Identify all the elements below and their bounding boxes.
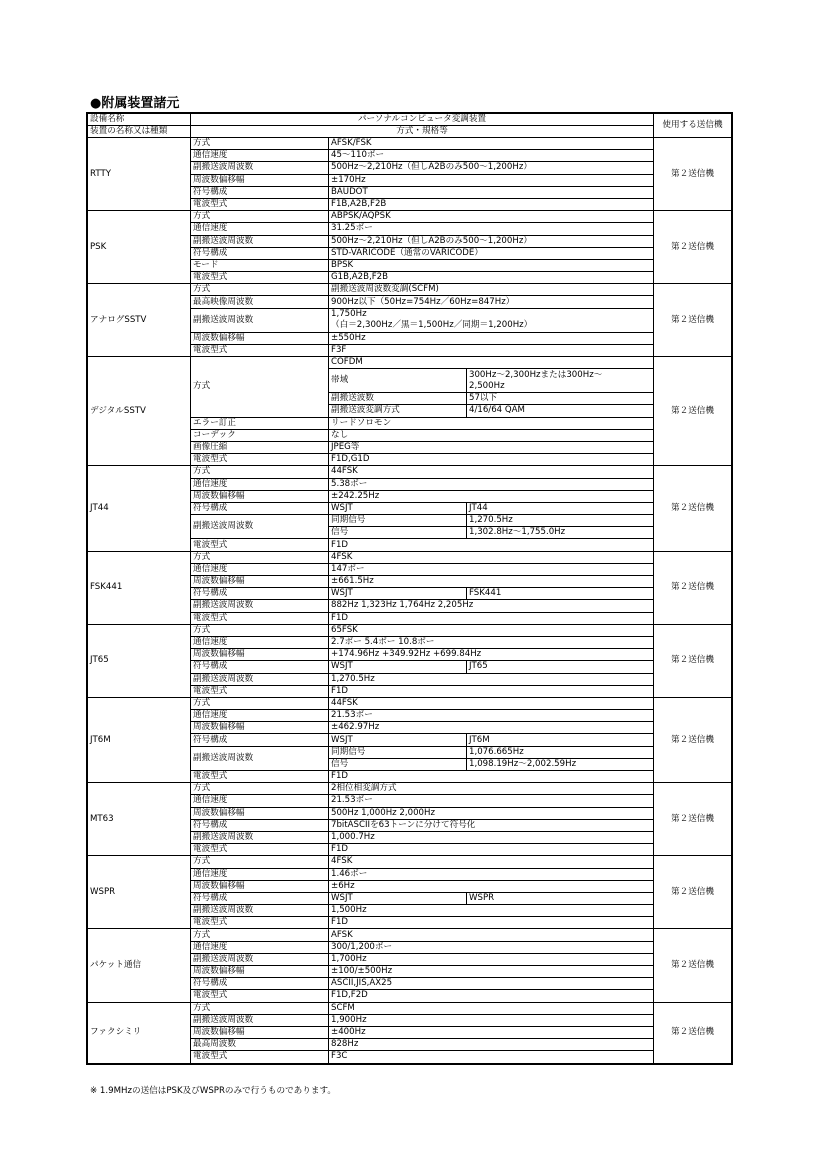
spec-item-label: 周波数偏移幅 bbox=[191, 880, 329, 892]
transmitter-value: 第２送信機 bbox=[654, 624, 732, 697]
spec-item-value: ABPSK/AQPSK bbox=[329, 211, 654, 223]
spec-item-label: 方式 bbox=[191, 551, 329, 563]
spec-item-label: 副搬送波周波数 bbox=[191, 308, 329, 332]
spec-item-value: F1B,A2B,F2B bbox=[329, 198, 654, 210]
spec-sub-value: 4/16/64 QAM bbox=[467, 405, 654, 417]
spec-item-value: ±242.25Hz bbox=[329, 490, 654, 502]
spec-item-value: F1D,G1D bbox=[329, 454, 654, 466]
spec-item-value: 44FSK bbox=[329, 697, 654, 709]
spec-item-value: 828Hz bbox=[329, 1039, 654, 1051]
spec-item-label: 副搬送波周波数 bbox=[191, 515, 329, 539]
spec-item-label: 通信速度 bbox=[191, 868, 329, 880]
spec-item-label: 通信速度 bbox=[191, 941, 329, 953]
spec-item-label: 方式 bbox=[191, 466, 329, 478]
spec-sub-value: 1,076.665Hz bbox=[467, 746, 654, 758]
spec-item-value: ±100/±500Hz bbox=[329, 966, 654, 978]
spec-item-label: 電波型式 bbox=[191, 844, 329, 856]
spec-sub-value: 1,302.8Hz～1,755.0Hz bbox=[467, 527, 654, 539]
spec-item-value: WSJT bbox=[329, 892, 467, 904]
spec-sub-label: 副搬送波数 bbox=[329, 393, 467, 405]
spec-item-label: 方式 bbox=[191, 138, 329, 150]
spec-item-label: 通信速度 bbox=[191, 563, 329, 575]
spec-item-label: 電波型式 bbox=[191, 454, 329, 466]
spec-item-value: JT6M bbox=[467, 734, 654, 746]
spec-item-label: 副搬送波周波数 bbox=[191, 746, 329, 770]
spec-item-label: 符号構成 bbox=[191, 247, 329, 259]
spec-item-value: BPSK bbox=[329, 259, 654, 271]
transmitter-value: 第２送信機 bbox=[654, 856, 732, 929]
spec-item-value: 900Hz以下（50Hz=754Hz／60Hz=847Hz） bbox=[329, 296, 654, 308]
spec-item-value: F1D bbox=[329, 844, 654, 856]
spec-item-value: 副搬送波周波数変調(SCFM) bbox=[329, 284, 654, 296]
spec-item-label: 符号構成 bbox=[191, 186, 329, 198]
spec-item-value: 65FSK bbox=[329, 624, 654, 636]
spec-sub-label: 副搬送波変調方式 bbox=[329, 405, 467, 417]
spec-item-value: ±6Hz bbox=[329, 880, 654, 892]
spec-item-value: 1,500Hz bbox=[329, 905, 654, 917]
spec-item-label: 周波数偏移幅 bbox=[191, 174, 329, 186]
spec-item-value: F1D,F2D bbox=[329, 990, 654, 1002]
spec-item-value: F3F bbox=[329, 344, 654, 356]
spec-item-value: AFSK/FSK bbox=[329, 138, 654, 150]
spec-item-label: 方式 bbox=[191, 211, 329, 223]
spec-sub-value: 1,270.5Hz bbox=[467, 515, 654, 527]
spec-item-value: ±462.97Hz bbox=[329, 722, 654, 734]
spec-item-label: 副搬送波周波数 bbox=[191, 831, 329, 843]
header-sochi-label: 装置の名称又は種類 bbox=[88, 126, 191, 138]
spec-sub-label: 同期信号 bbox=[329, 515, 467, 527]
spec-item-label: 電波型式 bbox=[191, 344, 329, 356]
group-name: JT6M bbox=[88, 697, 191, 782]
spec-item-value: F1D bbox=[329, 917, 654, 929]
group-name: パケット通信 bbox=[88, 929, 191, 1002]
transmitter-value: 第２送信機 bbox=[654, 783, 732, 856]
spec-item-label: 電波型式 bbox=[191, 990, 329, 1002]
spec-item-label: 方式 bbox=[191, 856, 329, 868]
spec-item-label: 副搬送波周波数 bbox=[191, 953, 329, 965]
spec-item-value: JT44 bbox=[467, 502, 654, 514]
spec-item-value: 1.46ボー bbox=[329, 868, 654, 880]
spec-item-label: 通信速度 bbox=[191, 150, 329, 162]
spec-item-label: 方式 bbox=[191, 697, 329, 709]
spec-item-label: 方式 bbox=[191, 284, 329, 296]
spec-item-value: WSPR bbox=[467, 892, 654, 904]
spec-item-value: リードソロモン bbox=[329, 417, 654, 429]
spec-item-label: 電波型式 bbox=[191, 539, 329, 551]
spec-item-value: BAUDOT bbox=[329, 186, 654, 198]
spec-item-label: 通信速度 bbox=[191, 223, 329, 235]
spec-item-value: 21.53ボー bbox=[329, 710, 654, 722]
spec-item-value: +174.96Hz +349.92Hz +699.84Hz bbox=[329, 649, 654, 661]
spec-item-value: ASCII,JIS,AX25 bbox=[329, 978, 654, 990]
transmitter-value: 第２送信機 bbox=[654, 466, 732, 551]
spec-sub-label: 信号 bbox=[329, 527, 467, 539]
spec-item-label: 電波型式 bbox=[191, 1051, 329, 1063]
spec-item-label: 符号構成 bbox=[191, 978, 329, 990]
spec-item-value: WSJT bbox=[329, 661, 467, 673]
spec-item-label: 最高周波数 bbox=[191, 1039, 329, 1051]
spec-item-value: 882Hz 1,323Hz 1,764Hz 2,205Hz bbox=[329, 600, 654, 612]
spec-item-value: F3C bbox=[329, 1051, 654, 1063]
spec-item-value: 500Hz～2,210Hz（但しA2Bのみ500～1,200Hz） bbox=[329, 162, 654, 174]
spec-item-value: なし bbox=[329, 429, 654, 441]
spec-item-label: 方式 bbox=[191, 783, 329, 795]
spec-item-label: モード bbox=[191, 259, 329, 271]
header-method-label: 方式・規格等 bbox=[191, 126, 654, 138]
spec-item-label: 通信速度 bbox=[191, 795, 329, 807]
header-setsubi-value: パーソナルコンピュータ変調装置 bbox=[191, 114, 654, 126]
spec-item-value: F1D bbox=[329, 612, 654, 624]
spec-item-value: ±661.5Hz bbox=[329, 576, 654, 588]
spec-item-label: 符号構成 bbox=[191, 588, 329, 600]
spec-sub-label: 信号 bbox=[329, 758, 467, 770]
spec-item-label: 副搬送波周波数 bbox=[191, 162, 329, 174]
spec-item-value: FSK441 bbox=[467, 588, 654, 600]
spec-item-label: 通信速度 bbox=[191, 636, 329, 648]
spec-item-label: 電波型式 bbox=[191, 612, 329, 624]
spec-item-label: 符号構成 bbox=[191, 502, 329, 514]
spec-item-value: JPEG等 bbox=[329, 441, 654, 453]
spec-item-label: 通信速度 bbox=[191, 478, 329, 490]
group-name: FSK441 bbox=[88, 551, 191, 624]
group-name: デジタルSSTV bbox=[88, 357, 191, 466]
spec-item-label: 電波型式 bbox=[191, 771, 329, 783]
group-name: WSPR bbox=[88, 856, 191, 929]
spec-item-value: 1,750Hz （白＝2,300Hz／黒＝1,500Hz／同期＝1,200Hz） bbox=[329, 308, 654, 332]
spec-item-label: 周波数偏移幅 bbox=[191, 576, 329, 588]
spec-item-value: 2.7ボー 5.4ボー 10.8ボー bbox=[329, 636, 654, 648]
spec-item-label: コーデック bbox=[191, 429, 329, 441]
spec-item-label: 符号構成 bbox=[191, 892, 329, 904]
header-setsubi-label: 設備名称 bbox=[88, 114, 191, 126]
spec-sub-value: 300Hz～2,300Hzまたは300Hz～ 2,500Hz bbox=[467, 369, 654, 393]
spec-item-label: 電波型式 bbox=[191, 917, 329, 929]
spec-item-value: G1B,A2B,F2B bbox=[329, 272, 654, 284]
spec-item-value: F1D bbox=[329, 685, 654, 697]
spec-item-value: 1,900Hz bbox=[329, 1014, 654, 1026]
spec-item-value: 500Hz 1,000Hz 2,000Hz bbox=[329, 807, 654, 819]
header-transmitter-label: 使用する送信機 bbox=[654, 114, 732, 138]
spec-item-value: WSJT bbox=[329, 502, 467, 514]
spec-item-value: 1,000.7Hz bbox=[329, 831, 654, 843]
spec-item-label: 最高映像周波数 bbox=[191, 296, 329, 308]
spec-item-label: 副搬送波周波数 bbox=[191, 673, 329, 685]
spec-item-label: 副搬送波周波数 bbox=[191, 235, 329, 247]
spec-item-value: ±170Hz bbox=[329, 174, 654, 186]
document-title: ●附属装置諸元 bbox=[90, 96, 180, 111]
equipment-spec-table bbox=[87, 113, 732, 1064]
spec-item-label: 周波数偏移幅 bbox=[191, 807, 329, 819]
spec-item-value: 21.53ボー bbox=[329, 795, 654, 807]
spec-item-value: 44FSK bbox=[329, 466, 654, 478]
spec-item-label: 副搬送波周波数 bbox=[191, 905, 329, 917]
spec-item-label: 符号構成 bbox=[191, 819, 329, 831]
group-name: ファクシミリ bbox=[88, 1002, 191, 1063]
spec-item-value: 31.25ボー bbox=[329, 223, 654, 235]
spec-item-label: 方式 bbox=[191, 357, 329, 418]
spec-item-value: 500Hz～2,210Hz（但しA2Bのみ500～1,200Hz） bbox=[329, 235, 654, 247]
spec-item-label: 通信速度 bbox=[191, 710, 329, 722]
group-name: JT65 bbox=[88, 624, 191, 697]
spec-item-label: 符号構成 bbox=[191, 661, 329, 673]
transmitter-value: 第２送信機 bbox=[654, 1002, 732, 1063]
spec-sub-label: 同期信号 bbox=[329, 746, 467, 758]
spec-item-label: 周波数偏移幅 bbox=[191, 1026, 329, 1038]
group-name: アナログSSTV bbox=[88, 284, 191, 357]
spec-item-label: 副搬送波周波数 bbox=[191, 600, 329, 612]
spec-item-value: ±400Hz bbox=[329, 1026, 654, 1038]
spec-item-value: 4FSK bbox=[329, 856, 654, 868]
spec-item-label: エラー訂正 bbox=[191, 417, 329, 429]
transmitter-value: 第２送信機 bbox=[654, 929, 732, 1002]
spec-item-label: 電波型式 bbox=[191, 198, 329, 210]
spec-item-label: 周波数偏移幅 bbox=[191, 722, 329, 734]
spec-item-label: 周波数偏移幅 bbox=[191, 332, 329, 344]
footnote: ※ 1.9MHzの送信はPSK及びWSPRのみで行うものであります。 bbox=[90, 1086, 336, 1096]
spec-item-label: 方式 bbox=[191, 624, 329, 636]
spec-sub-value: 57以下 bbox=[467, 393, 654, 405]
transmitter-value: 第２送信機 bbox=[654, 211, 732, 284]
spec-item-value: F1D bbox=[329, 539, 654, 551]
spec-item-label: 周波数偏移幅 bbox=[191, 490, 329, 502]
spec-item-value: 7bitASCIIを63トーンに分けて符号化 bbox=[329, 819, 654, 831]
spec-item-label: 電波型式 bbox=[191, 685, 329, 697]
spec-item-value: JT65 bbox=[467, 661, 654, 673]
spec-item-value: 4FSK bbox=[329, 551, 654, 563]
spec-item-value: WSJT bbox=[329, 734, 467, 746]
group-name: MT63 bbox=[88, 783, 191, 856]
spec-sub-label: 帯域 bbox=[329, 369, 467, 393]
group-name: PSK bbox=[88, 211, 191, 284]
spec-item-value: 300/1,200ボー bbox=[329, 941, 654, 953]
spec-item-value: COFDM bbox=[329, 357, 654, 369]
spec-item-value: AFSK bbox=[329, 929, 654, 941]
spec-item-value: ±550Hz bbox=[329, 332, 654, 344]
spec-item-value: 5.38ボー bbox=[329, 478, 654, 490]
transmitter-value: 第２送信機 bbox=[654, 357, 732, 466]
spec-item-label: 電波型式 bbox=[191, 272, 329, 284]
spec-item-value: F1D bbox=[329, 771, 654, 783]
spec-item-label: 方式 bbox=[191, 929, 329, 941]
group-name: RTTY bbox=[88, 138, 191, 211]
spec-item-label: 方式 bbox=[191, 1002, 329, 1014]
transmitter-value: 第２送信機 bbox=[654, 697, 732, 782]
spec-item-value: SCFM bbox=[329, 1002, 654, 1014]
spec-item-value: STD-VARICODE（通常のVARICODE） bbox=[329, 247, 654, 259]
spec-item-label: 周波数偏移幅 bbox=[191, 966, 329, 978]
spec-item-value: 2相位相変調方式 bbox=[329, 783, 654, 795]
spec-item-label: 符号構成 bbox=[191, 734, 329, 746]
spec-sub-value: 1,098.19Hz～2,002.59Hz bbox=[467, 758, 654, 770]
spec-item-value: 45～110ボー bbox=[329, 150, 654, 162]
transmitter-value: 第２送信機 bbox=[654, 138, 732, 211]
spec-item-label: 周波数偏移幅 bbox=[191, 649, 329, 661]
spec-item-value: 1,700Hz bbox=[329, 953, 654, 965]
spec-item-value: 1,270.5Hz bbox=[329, 673, 654, 685]
spec-item-value: WSJT bbox=[329, 588, 467, 600]
group-name: JT44 bbox=[88, 466, 191, 551]
spec-item-label: 副搬送波周波数 bbox=[191, 1014, 329, 1026]
spec-item-value: 147ボー bbox=[329, 563, 654, 575]
transmitter-value: 第２送信機 bbox=[654, 551, 732, 624]
spec-item-label: 画像圧縮 bbox=[191, 441, 329, 453]
transmitter-value: 第２送信機 bbox=[654, 284, 732, 357]
